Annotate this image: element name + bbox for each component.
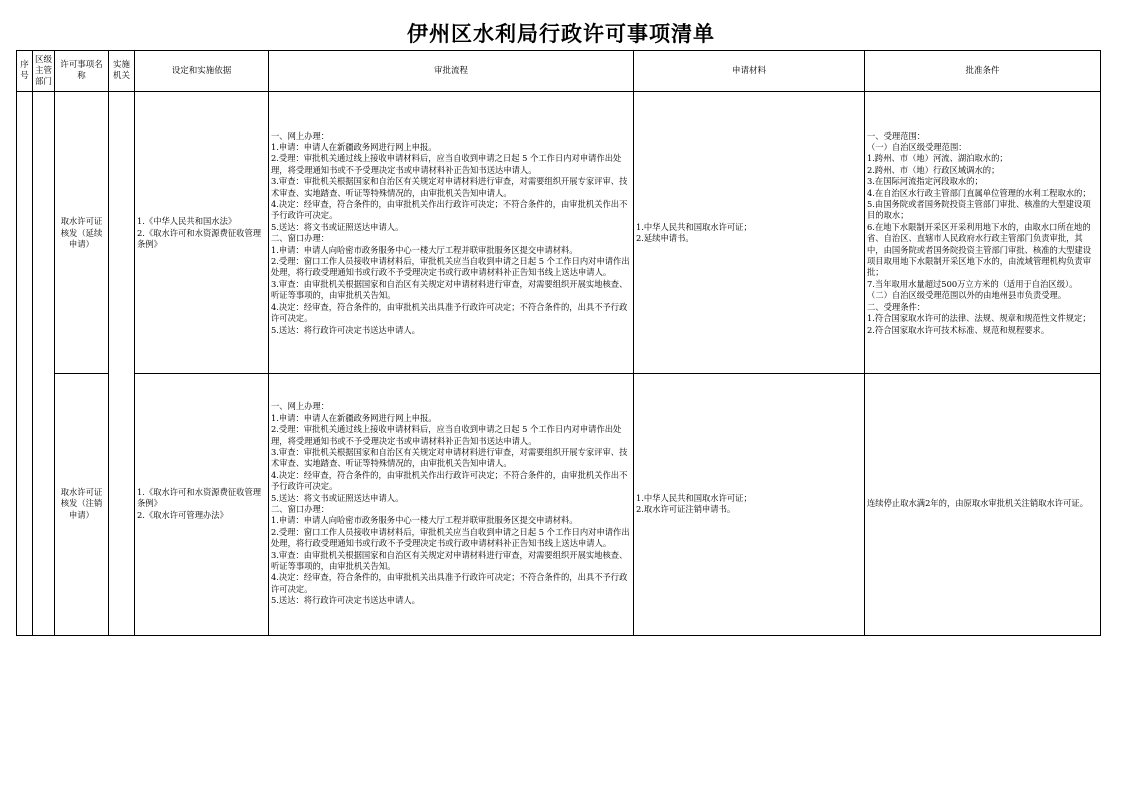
- basis-line: 2.《取水许可和水资源费征收管理条例》: [137, 227, 262, 249]
- process-line: 二、窗口办理：: [271, 504, 330, 514]
- condition-line: 一、受理范围：: [867, 130, 926, 141]
- condition-line: 7.当年取用水量超过500万立方米的（适用于自治区级）。: [867, 278, 1078, 289]
- header-item: 许可事项名称: [55, 51, 109, 92]
- basis-cell: [135, 373, 269, 635]
- page-title: 伊州区水利局行政许可事项清单: [407, 21, 715, 46]
- condition-line: 6.在地下水限制开采区开采利用地下水的，由取水口所在地的省、自治区、直辖市人民政府水行政主管部门负责审批，其中，由国务院或者国务院投资主管部门审批、核准的大型建设项目取用地下水限制开采区地下水的，由流域管理机构负责审批；: [867, 221, 1092, 278]
- header-materials: 申请材料: [634, 51, 865, 92]
- header-seq: 序号: [17, 51, 33, 92]
- process-line: 1.申请：申请人向哈密市政务服务中心一楼大厅工程并联审批服务区提交申请材料。: [271, 515, 578, 526]
- agency-cell: [109, 92, 135, 636]
- condition-line: 4.在自治区水行政主管部门直属单位管理的水利工程取水的；: [867, 187, 1091, 198]
- table-row: [17, 94, 1101, 373]
- condition-line: 2.符合国家取水许可技术标准、规范和规程要求。: [867, 324, 1050, 335]
- process-line: 3.审查：审批机关根据国家和自治区有关规定对申请材料进行审查，对需要组织开展专家评审、技术审查、实地踏查、听证等特殊情况的，由审批机关告知申请人。: [271, 176, 628, 198]
- process-line: 3.审查：审批机关根据国家和自治区有关规定对申请材料进行审查，对需要组织开展专家评审、技术审查、实地踏查、听证等特殊情况的，由审批机关告知申请人。: [271, 446, 628, 469]
- process-line: 1.申请：申请人在新疆政务网进行网上申报。: [271, 412, 437, 423]
- process-line: 4.决定：经审查，符合条件的，由审批机关作出行政许可决定；不符合条件的，由审批机关作出不予行政许可决定。: [271, 469, 628, 492]
- condition-line: 5.由国务院或者国务院投资主管部门审批、核准的大型建设项目的取水；: [867, 199, 1091, 221]
- item-name: 取水许可证核发（注销申请）: [60, 486, 103, 520]
- dept-cell: [33, 92, 55, 636]
- condition-line: 1.符合国家取水许可的法律、法规、规章和规范性文件规定；: [867, 313, 1091, 324]
- process-line: 3.审查：由审批机关根据国家和自治区有关规定对申请材料进行审查，对需要组织开展实地核查、听证等事项的，由审批机关告知。: [271, 549, 628, 572]
- process-line: 1.申请：申请人向哈密市政务服务中心一楼大厅工程并联审批服务区提交申请材料。: [271, 244, 578, 255]
- item-name: 取水许可证核发（延续申请）: [60, 216, 103, 249]
- material-line: 1.中华人民共和国取水许可证；: [636, 221, 752, 232]
- header-agency: 实施机关: [109, 51, 135, 92]
- conditions-cell: [865, 373, 1101, 635]
- process-line: 二、窗口办理：: [271, 233, 330, 244]
- process-line: 2.受理：窗口工作人员接收申请材料后，审批机关应当自收到申请之日起 5 个工作日内对申请作出处理，将行政受理通知书或行政不予受理决定书或行政申请材料补正告知书线上送达申请人。: [271, 526, 630, 549]
- table-row: [17, 373, 1101, 635]
- basis-line: 1.《中华人民共和国水法》: [137, 216, 237, 227]
- process-line: 一、网上办理：: [271, 130, 330, 141]
- condition-line: 1.跨州、市（地）河流、湖泊取水的；: [867, 153, 1008, 164]
- header-basis: 设定和实施依据: [135, 51, 269, 92]
- process-line: 5.送达：将文书或证照送达申请人。: [271, 492, 404, 503]
- process-line: 2.受理：窗口工作人员接收申请材料后，审批机关应当自收到申请之日起 5 个工作日内对申请作出处理，将行政受理通知书或行政不予受理决定书或行政申请材料补正告知书线上送达申请人。: [271, 256, 630, 278]
- condition-line: （二）自治区级受理范围以外的由地州县市负责受理。: [867, 290, 1067, 301]
- item-name-cell: [55, 94, 109, 373]
- material-line: 1.中华人民共和国取水许可证；: [636, 492, 752, 503]
- process-cell: [269, 373, 634, 635]
- header-row: [17, 51, 1101, 92]
- material-line: 2.取水许可证注销申请书。: [636, 504, 736, 514]
- process-cell: [269, 94, 634, 373]
- process-line: 4.决定：经审查，符合条件的，由审批机关作出行政许可决定；不符合条件的，由审批机关作出不予行政许可决定。: [271, 199, 628, 221]
- process-line: 2.受理：审批机关通过线上接收申请材料后，应当自收到申请之日起 5 个工作日内对申请作出处理，将受理通知书或不予受理决定书或申请材料补正告知书送达申请人。: [271, 424, 622, 446]
- material-line: 2.延续申请书。: [636, 233, 694, 244]
- seq-cell: [17, 92, 33, 636]
- process-line: 1.申请：申请人在新疆政务网进行网上申报。: [271, 142, 437, 152]
- materials-cell: [634, 373, 865, 635]
- condition-line: 3.在国际河流指定河段取水的；: [867, 176, 983, 187]
- process-line: 3.审查：由审批机关根据国家和自治区有关规定对申请材料进行审查，对需要组织开展实地核查、听证等事项的，由审批机关告知。: [271, 278, 628, 301]
- process-line: 4.决定：经审查，符合条件的，由审批机关出具准予行政许可决定；不符合条件的，出具不予行政许可决定。: [271, 301, 628, 324]
- materials-cell: [634, 94, 865, 373]
- condition-line: 连续停止取水满2年的，由原取水审批机关注销取水许可证。: [867, 498, 1088, 509]
- condition-line: 二、受理条件：: [867, 301, 926, 312]
- process-line: 5.送达：将文书或证照送达申请人。: [271, 221, 404, 232]
- basis-line: 2.《取水许可管理办法》: [137, 509, 228, 520]
- header-conditions: 批准条件: [865, 51, 1101, 92]
- header-process: 审批流程: [269, 51, 634, 92]
- process-line: 5.送达：将行政许可决定书送达申请人。: [271, 595, 420, 606]
- process-line: 2.受理：审批机关通过线上接收申请材料后，应当自收到申请之日起 5 个工作日内对申请作出处理，将受理通知书或不予受理决定书或申请材料补正告知书送达申请人。: [271, 153, 622, 175]
- process-line: 一、网上办理：: [271, 401, 330, 412]
- condition-line: 2.跨州、市（地）行政区域调水的；: [867, 164, 1000, 175]
- item-name-cell: [55, 373, 109, 635]
- process-line: 5.送达：将行政许可决定书送达申请人。: [271, 324, 420, 335]
- basis-line: 1.《取水许可和水资源费征收管理条例》: [137, 486, 262, 509]
- header-dept: 区级主管部门: [33, 51, 55, 92]
- condition-line: （一）自治区级受理范围：: [867, 142, 967, 152]
- permit-table: [16, 50, 1101, 636]
- conditions-cell: [865, 94, 1101, 373]
- process-line: 4.决定：经审查，符合条件的，由审批机关出具准予行政许可决定；不符合条件的，出具不予行政许可决定。: [271, 572, 628, 594]
- basis-cell: [135, 94, 269, 373]
